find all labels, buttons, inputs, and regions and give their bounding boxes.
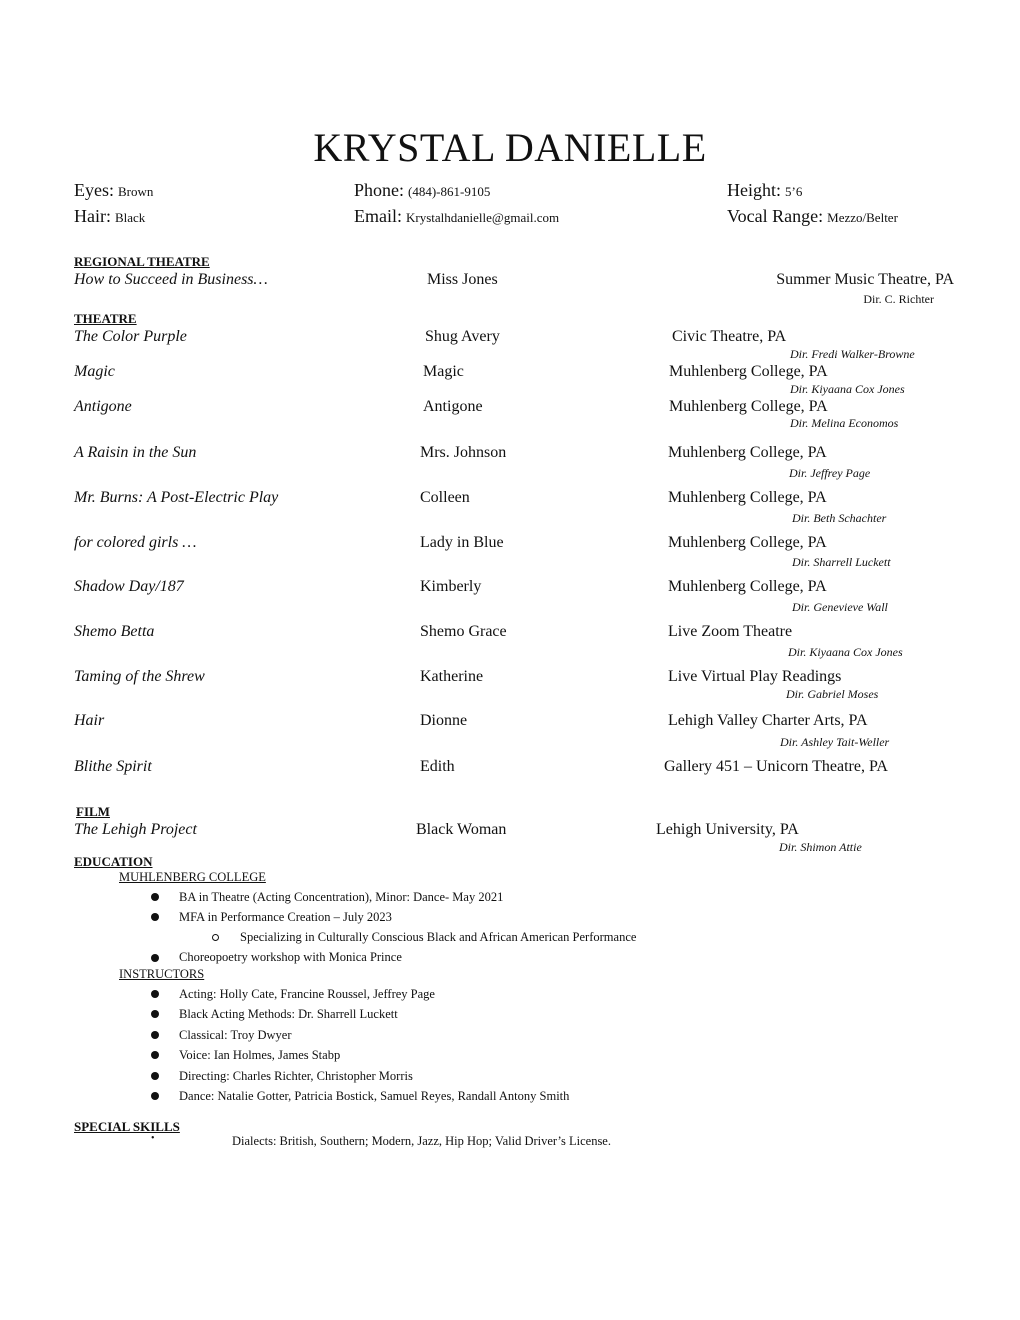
eyes-label: Eyes: [74, 180, 114, 200]
film-role: Black Woman [416, 821, 507, 838]
bullet-icon [151, 1031, 159, 1039]
vocal-value: Mezzo/Belter [827, 210, 898, 225]
eyes-value: Brown [118, 184, 154, 199]
vocal-row [727, 206, 898, 227]
credit-title: Shemo Betta [74, 623, 155, 640]
credit-venue: Muhlenberg College, PA [669, 363, 828, 380]
credit-director: Dir. Jeffrey Page [789, 466, 871, 480]
credit-title: Magic [74, 363, 115, 380]
hair-value: Black [114, 210, 146, 225]
regional-role: Miss Jones [427, 271, 498, 288]
regional-heading: REGIONAL THEATRE [74, 254, 210, 269]
credit-director: Dir. Melina Economos [790, 416, 899, 430]
film-venue: Lehigh University, PA [656, 821, 799, 838]
instructors-heading: INSTRUCTORS [119, 967, 205, 981]
credit-venue: Live Virtual Play Readings [668, 668, 842, 685]
bullet-icon [151, 954, 159, 962]
list-item: Voice: Ian Holmes, James Stabp [179, 1048, 341, 1062]
bullet-icon [151, 1010, 159, 1018]
credit-venue: Muhlenberg College, PA [668, 534, 827, 551]
vocal-label: Vocal Range: [727, 206, 824, 226]
credit-role: Shemo Grace [420, 623, 507, 640]
bullet-icon [151, 1072, 159, 1080]
film-director: Dir. Shimon Attie [779, 840, 862, 854]
credit-role: Magic [423, 363, 464, 380]
credit-title: Blithe Spirit [74, 758, 152, 775]
phone-value: (484)-861-9105 [408, 184, 491, 199]
credit-venue: Muhlenberg College, PA [668, 444, 827, 461]
credit-venue: Gallery 451 – Unicorn Theatre, PA [664, 758, 888, 775]
theatre-heading: THEATRE [74, 311, 137, 326]
credit-director: Dir. Kiyaana Cox Jones [788, 645, 903, 659]
credit-title: The Color Purple [74, 328, 187, 345]
list-item: Black Acting Methods: Dr. Sharrell Luckett [179, 1007, 398, 1021]
credit-venue: Lehigh Valley Charter Arts, PA [668, 712, 868, 729]
list-item: Specializing in Culturally Conscious Black and African American Performance [240, 930, 637, 944]
credit-venue: Live Zoom Theatre [668, 623, 793, 640]
list-item: Classical: Troy Dwyer [179, 1028, 292, 1042]
page-title: KRYSTAL DANIELLE [313, 125, 707, 170]
credit-role: Mrs. Johnson [420, 444, 507, 461]
list-item: Directing: Charles Richter, Christopher Morris [179, 1069, 413, 1083]
credit-venue: Muhlenberg College, PA [669, 398, 828, 415]
credit-role: Katherine [420, 668, 484, 685]
skills-text: Dialects: British, Southern; Modern, Jazz, Hip Hop; Valid Driver’s License. [232, 1134, 611, 1148]
credit-title: Taming of the Shrew [74, 668, 205, 685]
list-item: MFA in Performance Creation – July 2023 [179, 910, 392, 924]
credit-title: for colored girls … [74, 534, 197, 551]
credit-director: Dir. Kiyaana Cox Jones [790, 382, 905, 396]
credit-role: Shug Avery [425, 328, 500, 345]
credit-venue: Muhlenberg College, PA [668, 489, 827, 506]
credit-venue: Muhlenberg College, PA [668, 578, 827, 595]
skills-heading: SPECIAL SKILLS [74, 1119, 180, 1134]
email-label: Email: [354, 206, 402, 226]
bullet-icon [151, 1051, 159, 1059]
hair-label: Hair: [74, 206, 111, 226]
regional-director: Dir. C. Richter [863, 292, 934, 306]
hair-row [74, 206, 145, 227]
credit-director: Dir. Genevieve Wall [792, 600, 888, 614]
regional-title: How to Succeed in Business… [74, 271, 268, 288]
email-row [354, 206, 559, 227]
eyes-row [74, 180, 153, 201]
credit-title: A Raisin in the Sun [74, 444, 197, 461]
credit-role: Edith [420, 758, 455, 775]
phone-row [354, 180, 490, 201]
credit-role: Dionne [420, 712, 468, 729]
bullet-icon [151, 893, 159, 901]
height-row [727, 180, 802, 201]
phone-label: Phone: [354, 180, 405, 200]
credit-title: Mr. Burns: A Post-Electric Play [74, 489, 279, 506]
credit-title: Shadow Day/187 [74, 578, 184, 595]
credit-role: Kimberly [420, 578, 482, 595]
credit-director: Dir. Sharrell Luckett [792, 555, 891, 569]
film-heading: FILM [76, 804, 110, 819]
list-item: Dance: Natalie Gotter, Patricia Bostick, Samuel Reyes, Randall Antony Smith [179, 1089, 570, 1103]
bullet-icon [151, 913, 159, 921]
film-title: The Lehigh Project [74, 821, 197, 838]
credit-venue: Civic Theatre, PA [672, 328, 787, 345]
bullet-icon: • [151, 1133, 155, 1144]
bullet-icon [151, 1092, 159, 1100]
list-item: Choreopoetry workshop with Monica Prince [179, 950, 402, 964]
credit-role: Antigone [423, 398, 483, 415]
list-item: Acting: Holly Cate, Francine Roussel, Jeffrey Page [179, 987, 435, 1001]
credit-role: Colleen [420, 489, 470, 506]
credit-title: Antigone [74, 398, 132, 415]
credit-director: Dir. Gabriel Moses [786, 687, 879, 701]
email-value[interactable]: Krystalhdanielle@gmail.com [406, 210, 560, 225]
list-item: BA in Theatre (Acting Concentration), Minor: Dance- May 2021 [179, 890, 504, 904]
credit-title: Hair [74, 712, 105, 729]
education-heading: EDUCATION [74, 854, 153, 869]
college-heading: MUHLENBERG COLLEGE [119, 870, 266, 884]
credit-role: Lady in Blue [420, 534, 504, 551]
height-label: Height: [727, 180, 781, 200]
bullet-icon [151, 990, 159, 998]
circle-bullet-icon [212, 934, 219, 941]
regional-venue: Summer Music Theatre, PA [776, 271, 954, 288]
credit-director: Dir. Beth Schachter [792, 511, 887, 525]
height-value: 5’6 [785, 184, 803, 199]
credit-director: Dir. Ashley Tait-Weller [780, 735, 890, 749]
credit-director: Dir. Fredi Walker-Browne [790, 347, 915, 361]
